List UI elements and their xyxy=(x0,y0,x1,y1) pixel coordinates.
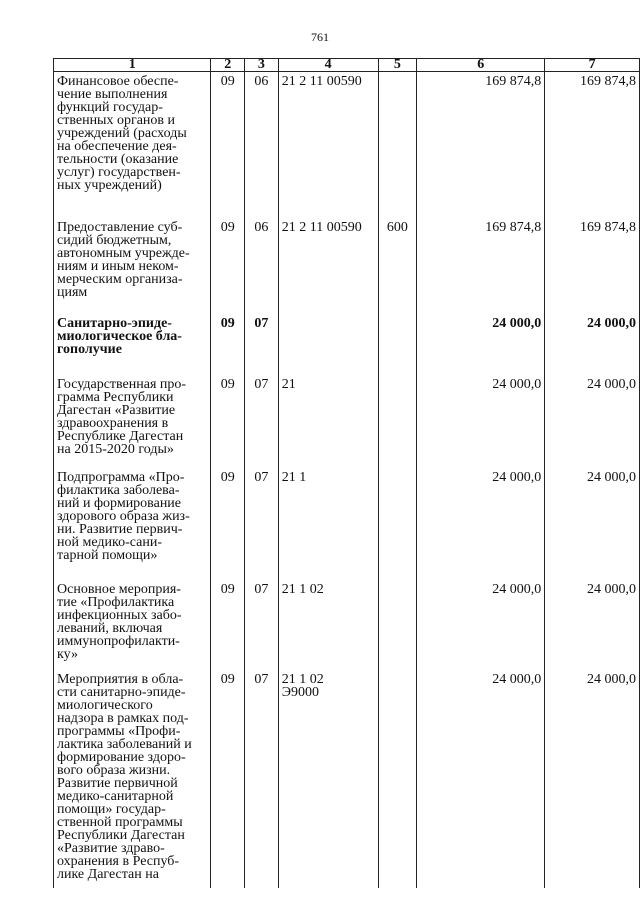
col-header-2: 2 xyxy=(211,59,245,72)
table-row xyxy=(54,577,640,673)
row-amount-2: 24 000,0 xyxy=(545,312,640,372)
row-target-code: 21 2 11 00590 xyxy=(278,215,378,312)
row-amount-1: 24 000,0 xyxy=(417,577,545,673)
table-row xyxy=(54,466,640,577)
table-row xyxy=(54,72,640,216)
row-amount-1: 169 874,8 xyxy=(417,72,545,216)
row-target-code: 21 1 xyxy=(278,466,378,577)
col-header-4: 4 xyxy=(278,59,378,72)
header-row xyxy=(54,59,640,72)
col-header-5: 5 xyxy=(378,59,417,72)
row-target-code xyxy=(278,312,378,372)
row-name: Санитарно-эпиде- миологическое бла- гополучие xyxy=(54,312,211,372)
row-expense-type xyxy=(378,673,417,888)
row-expense-type xyxy=(378,466,417,577)
table-row xyxy=(54,372,640,466)
row-name: Предоставление суб- сидий бюджетным, автономным учрежде- ниям и иным неком- мерческим организа- циям xyxy=(54,215,211,312)
row-target-code: 21 2 11 00590 xyxy=(278,72,378,216)
row-name: Основное мероприя- тие «Профилактика инфекционных забо- леваний, включая иммунопрофилакти- ку» xyxy=(54,577,211,673)
row-amount-1: 24 000,0 xyxy=(417,312,545,372)
row-section-code: 09 xyxy=(211,673,245,888)
col-header-6: 6 xyxy=(417,59,545,72)
row-subsection-code: 07 xyxy=(245,372,279,466)
row-amount-2: 169 874,8 xyxy=(545,215,640,312)
row-subsection-code: 07 xyxy=(245,577,279,673)
row-target-code: 21 1 02 xyxy=(278,577,378,673)
page-number: 761 xyxy=(311,30,329,44)
row-section-code: 09 xyxy=(211,372,245,466)
row-section-code: 09 xyxy=(211,312,245,372)
row-expense-type xyxy=(378,312,417,372)
table-row xyxy=(54,673,640,888)
budget-table xyxy=(53,58,640,888)
row-subsection-code: 07 xyxy=(245,466,279,577)
row-section-code: 09 xyxy=(211,215,245,312)
row-amount-1: 24 000,0 xyxy=(417,466,545,577)
row-name: Мероприятия в обла- сти санитарно-эпиде- миологического надзора в рамках под- программы «Профи- лактика заболеваний и формирование здоро- вого образа жизни. Развитие первичной медико-санитарной помощи» государ- ственной программы Республики Дагестан «Развитие здраво- охранения в Респуб- лике Дагестан на xyxy=(54,673,211,888)
row-expense-type xyxy=(378,577,417,673)
row-amount-2: 24 000,0 xyxy=(545,466,640,577)
row-subsection-code: 07 xyxy=(245,312,279,372)
row-section-code: 09 xyxy=(211,466,245,577)
row-section-code: 09 xyxy=(211,72,245,216)
row-name: Финансовое обеспе- чение выполнения функций государ- ственных органов и учреждений (расходы на обеспечение дея- тельности (оказание услуг) государствен- ных учреждений) xyxy=(54,72,211,216)
table-row xyxy=(54,215,640,312)
row-expense-type: 600 xyxy=(378,215,417,312)
row-amount-2: 24 000,0 xyxy=(545,372,640,466)
row-name: Государственная про- грамма Республики Дагестан «Развитие здравоохранения в Республике Дагестан на 2015-2020 годы» xyxy=(54,372,211,466)
table-row xyxy=(54,312,640,372)
row-amount-2: 24 000,0 xyxy=(545,577,640,673)
row-amount-2: 24 000,0 xyxy=(545,673,640,888)
row-section-code: 09 xyxy=(211,577,245,673)
row-subsection-code: 06 xyxy=(245,215,279,312)
row-target-code: 21 xyxy=(278,372,378,466)
row-target-code: 21 1 02 Э9000 xyxy=(278,673,378,888)
row-expense-type xyxy=(378,72,417,216)
col-header-1: 1 xyxy=(54,59,211,72)
col-header-3: 3 xyxy=(245,59,279,72)
row-subsection-code: 06 xyxy=(245,72,279,216)
row-subsection-code: 07 xyxy=(245,673,279,888)
row-name: Подпрограмма «Про- филактика заболева- ний и формирование здорового образа жиз- ни. Развитие первич- ной медико-сани- тарной помощи» xyxy=(54,466,211,577)
col-header-7: 7 xyxy=(545,59,640,72)
row-amount-1: 24 000,0 xyxy=(417,372,545,466)
row-amount-1: 24 000,0 xyxy=(417,673,545,888)
row-expense-type xyxy=(378,372,417,466)
row-amount-1: 169 874,8 xyxy=(417,215,545,312)
row-amount-2: 169 874,8 xyxy=(545,72,640,216)
